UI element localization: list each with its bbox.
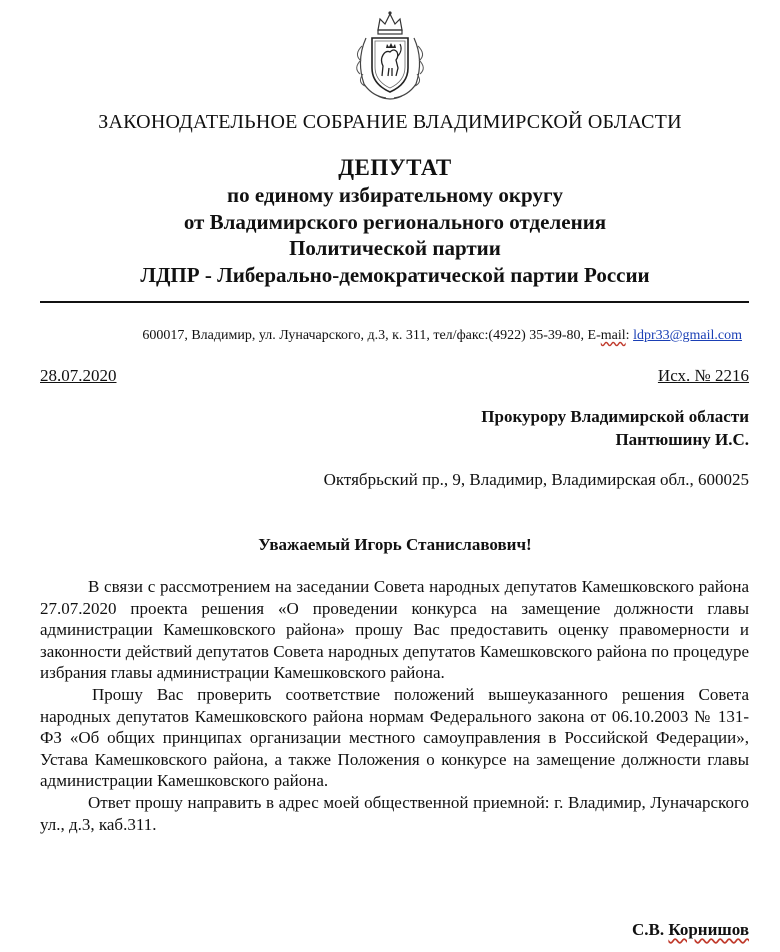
signature-surname: Корнишов	[668, 920, 749, 939]
organization-name: ЗАКОНОДАТЕЛЬНОЕ СОБРАНИЕ ВЛАДИМИРСКОЙ ОБЛАСТИ	[98, 111, 682, 133]
deputy-heading	[0, 154, 780, 288]
letter-body	[40, 576, 749, 835]
coat-of-arms-icon	[352, 10, 428, 102]
addressee-position: Прокурору Владимирской области	[481, 407, 749, 426]
contact-separator: :	[625, 328, 634, 343]
outgoing-number: Исх. № 2216	[657, 366, 749, 385]
contact-line	[0, 328, 742, 344]
signature-initials: С.В.	[631, 920, 669, 939]
deputy-line-party-name: ЛДПР - Либерально-демократической партии России	[140, 262, 650, 287]
signature	[632, 920, 749, 940]
letter-date: 28.07.2020	[40, 366, 117, 385]
deputy-title: ДЕПУТАТ	[338, 155, 452, 180]
body-paragraph: Ответ прошу направить в адрес моей общественной приемной: г. Владимир, Луначарского ул., д.3, каб.311.	[40, 792, 749, 834]
body-paragraph: Прошу Вас проверить соответствие положений вышеуказанного решения Совета народных депутатов Камешковского района нормам Федерального закона от 06.10.2003 № 131-ФЗ «Об общих принципах организации местного самоуправления в Российской Федерации», Устава Камешковского района, а также Положения о конкурсе на замещение должности главы администрации Камешковского района.	[40, 684, 749, 791]
contact-address: 600017, Владимир, ул. Луначарского, д.3, к. 311, тел/факс:(4922) 35-39-80, E-	[142, 328, 601, 343]
addressee-block	[481, 405, 749, 451]
addressee-address: Октябрьский пр., 9, Владимир, Владимирская обл., 600025	[323, 470, 749, 489]
addressee-name: Пантюшину И.С.	[615, 430, 749, 449]
header-divider	[40, 301, 749, 303]
contact-email-link[interactable]: ldpr33@gmail.com	[633, 328, 742, 343]
salutation: Уважаемый Игорь Станиславович!	[258, 535, 532, 554]
deputy-line-party: Политической партии	[289, 236, 501, 260]
body-paragraph: В связи с рассмотрением на заседании Совета народных депутатов Камешковского района 27.07.2020 проекта решения «О проведении конкурса на замещение должности главы администрации Камешковского района» прошу Вас предоставить оценку правомерности и законности действий депутатов Совета народных депутатов Камешковского района по процедуре избрания главы администрации Камешковского района.	[40, 577, 749, 683]
deputy-line-branch: от Владимирского регионального отделения	[183, 209, 607, 234]
deputy-line-district: по единому избирательному округу	[227, 183, 563, 207]
contact-mail-word: mail	[600, 328, 626, 343]
